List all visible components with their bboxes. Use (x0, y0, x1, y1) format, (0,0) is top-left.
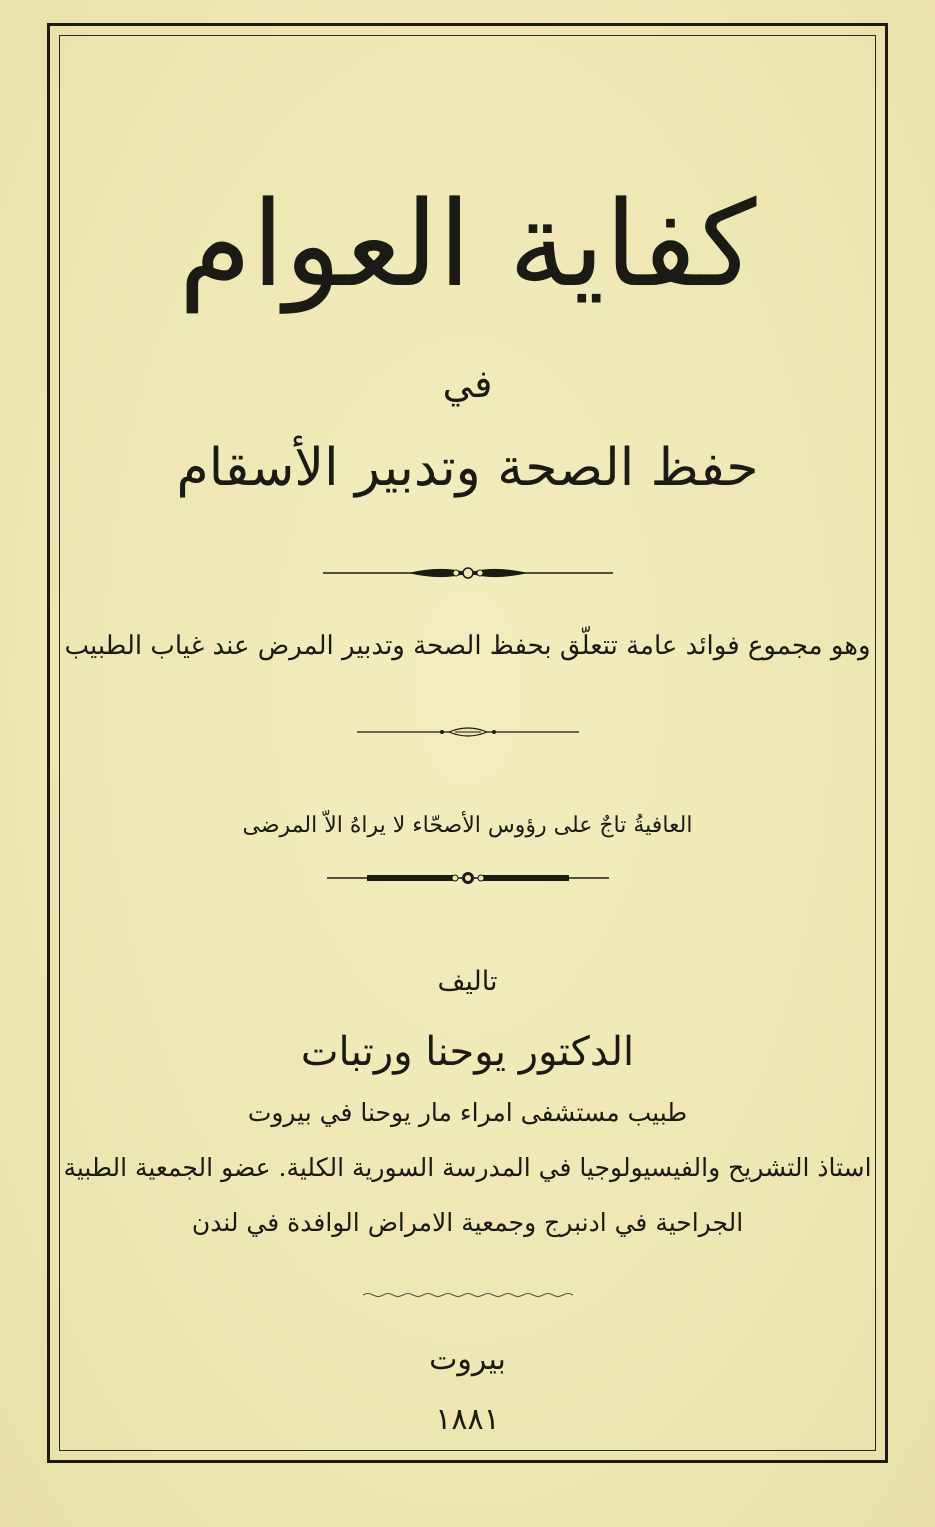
book-title: كفاية العوام (178, 175, 757, 313)
author-credential-1: طبيب مستشفى امراء مار يوحنا في بيروت (247, 1098, 688, 1127)
ornament-divider-3 (0, 868, 935, 888)
preposition-fi: في (442, 362, 493, 406)
publication-city: بيروت (429, 1342, 506, 1377)
author-credential-2: استاذ التشريح والفيسيولوجيا في المدرسة السورية الكلية. عضو الجمعية الطبية (63, 1153, 872, 1182)
author-name: الدكتور يوحنا ورتبات (300, 1029, 635, 1075)
wavy-divider (0, 1285, 935, 1305)
book-description: وهو مجموع فوائد عامة تتعلّق بحفظ الصحة وتدبير المرض عند غياب الطبيب (64, 631, 871, 661)
author-credential-3: الجراحية في ادنبرج وجمعية الامراض الوافدة في لندن (191, 1208, 744, 1237)
ornament-divider-1 (0, 563, 935, 583)
proverb: العافيةُ تاجٌ على رؤوس الأصحّاء لا يراهُ الاّ المرضى (242, 813, 693, 838)
publication-year: ١٨٨١ (435, 1402, 500, 1437)
ornament-divider-2 (0, 722, 935, 742)
book-subtitle: حفظ الصحة وتدبير الأسقام (176, 438, 759, 498)
authorship-label: تاليف (437, 966, 498, 997)
